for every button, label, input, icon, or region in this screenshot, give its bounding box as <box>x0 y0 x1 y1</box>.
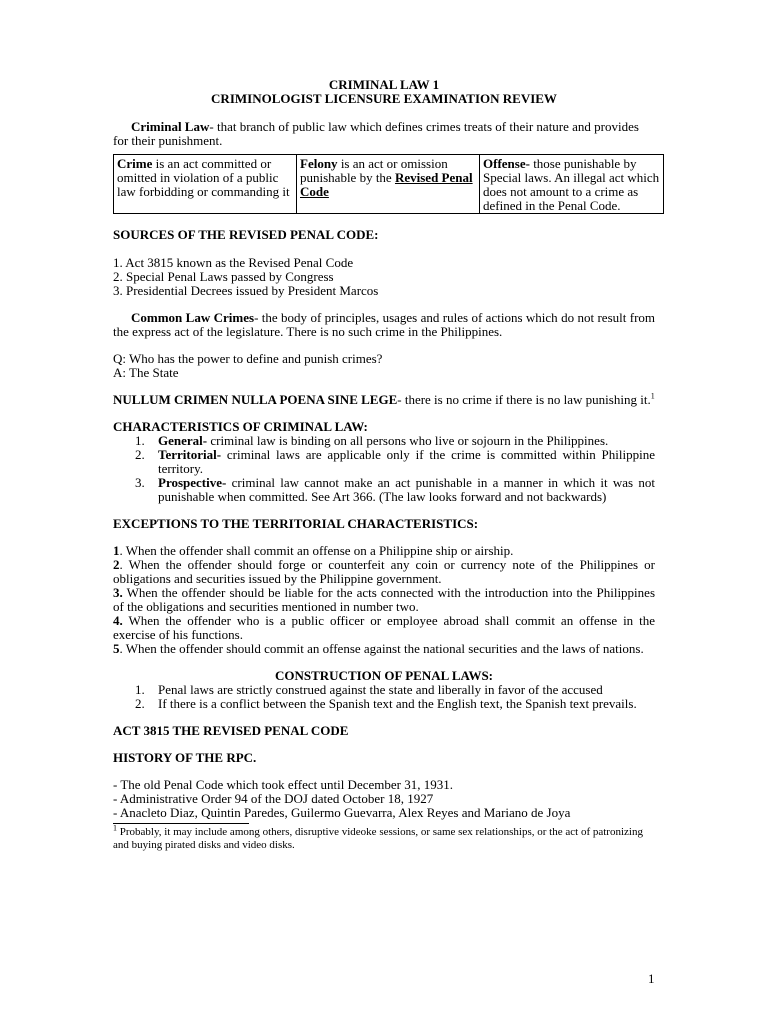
list-item: 1. Penal laws are strictly construed against the state and liberally in favor of the accused <box>135 682 603 697</box>
footnote-text: Probably, it may include among others, disruptive videoke sessions, or same sex relationships, or the act of patronizing and buying pirated disks and video disks. <box>113 826 643 851</box>
sources-heading: SOURCES OF THE REVISED PENAL CODE: <box>113 227 379 242</box>
nullum-text: - there is no crime if there is no law punishing it. <box>397 392 651 407</box>
nullum-crimen-definition <box>113 393 655 407</box>
history-heading: HISTORY OF THE RPC. <box>113 750 257 765</box>
history-list <box>113 778 655 820</box>
footnote-divider <box>113 823 249 824</box>
crime-cell <box>114 155 297 214</box>
criminal-law-text: - that branch of public law which defines crimes treats of their nature and provides for their punishment. <box>113 119 639 148</box>
answer: A: The State <box>113 365 179 380</box>
list-item: 3. Prospective- criminal law cannot make an act punishable in a manner in which it was not punishable when committed. See Art 366. (The law looks forward and not backwards) <box>135 475 655 504</box>
offense-text: those punishable by Special laws. An illegal act which does not amount to a crime as defined in the Penal Code. <box>483 156 660 213</box>
footnote-reference[interactable]: 1 <box>650 391 655 401</box>
list-item: - The old Penal Code which took effect until December 31, 1931. <box>113 777 453 792</box>
construction-list <box>113 683 655 711</box>
document-page <box>113 77 660 852</box>
qa-block <box>113 352 655 380</box>
list-item: 2. If there is a conflict between the Spanish text and the English text, the Spanish text prevails. <box>135 696 637 711</box>
felony-text: is an act or omission punishable by the <box>300 156 448 185</box>
construction-heading: CONSTRUCTION OF PENAL LAWS: <box>274 668 494 683</box>
list-item: 4. When the offender who is a public officer or employee abroad shall commit an offense in the exercise of his functions. <box>113 613 655 642</box>
list-item: - Administrative Order 94 of the DOJ dated October 18, 1927 <box>113 791 434 806</box>
characteristics-list <box>113 434 655 504</box>
sources-item: 1. Act 3815 known as the Revised Penal Code <box>113 255 354 270</box>
felony-term: Felony <box>300 156 338 171</box>
criminal-law-term: Criminal Law <box>131 119 210 134</box>
list-item: 5. When the offender should commit an offense against the national securities and the laws of nations. <box>113 641 644 656</box>
document-title: CRIMINAL LAW 1 <box>328 77 440 92</box>
sources-item: 2. Special Penal Laws passed by Congress <box>113 269 334 284</box>
felony-cell <box>297 155 480 214</box>
characteristics-heading: CHARACTERISTICS OF CRIMINAL LAW: <box>113 419 368 434</box>
list-item: 3. When the offender should be liable for the acts connected with the introduction into the Philippines of the obligations and securities mentioned in number two. <box>113 585 655 614</box>
common-law-crimes-definition <box>113 311 655 339</box>
exceptions-heading: EXCEPTIONS TO THE TERRITORIAL CHARACTERISTICS: <box>113 516 479 531</box>
act-3815-heading: ACT 3815 THE REVISED PENAL CODE <box>113 723 349 738</box>
revised-penal-code-link: Revised Penal Code <box>300 170 473 199</box>
question: Q: Who has the power to define and punish crimes? <box>113 351 383 366</box>
list-item: 1. General- criminal law is binding on all persons who live or sojourn in the Philippines. <box>135 433 609 448</box>
offense-cell <box>480 155 664 214</box>
footnote-number: 1 <box>113 823 117 833</box>
list-item: 2. When the offender should forge or counterfeit any coin or currency note of the Philippines or obligations and securities issued by the Philippine government. <box>113 557 655 586</box>
sources-item: 3. Presidential Decrees issued by President Marcos <box>113 283 379 298</box>
sources-list <box>113 256 655 298</box>
list-item: 1. When the offender shall commit an offense on a Philippine ship or airship. <box>113 543 514 558</box>
nullum-term: NULLUM CRIMEN NULLA POENA SINE LEGE <box>113 392 398 407</box>
page-number: 1 <box>648 971 655 986</box>
crime-text: is an act committed or omitted in violation of a public law forbidding or commanding it <box>117 156 290 199</box>
criminal-law-definition <box>113 120 655 148</box>
list-item: 2. Territorial- criminal laws are applicable only if the crime is committed within Philippine territory. <box>135 447 655 476</box>
footnote <box>113 823 655 852</box>
list-item: - Anacleto Diaz, Quintin Paredes, Guilermo Guevarra, Alex Reyes and Mariano de Joya <box>113 805 571 820</box>
offense-term: Offense- <box>483 156 530 171</box>
crime-term: Crime <box>117 156 153 171</box>
definitions-table <box>113 154 664 214</box>
document-subtitle: CRIMINOLOGIST LICENSURE EXAMINATION REVIEW <box>211 91 557 106</box>
exceptions-list <box>113 544 655 656</box>
common-law-term: Common Law Crimes <box>131 310 255 325</box>
common-law-text: - the body of principles, usages and rules of actions which do not result from the express act of the legislature. There is no such crime in the Philippines. <box>113 310 656 339</box>
